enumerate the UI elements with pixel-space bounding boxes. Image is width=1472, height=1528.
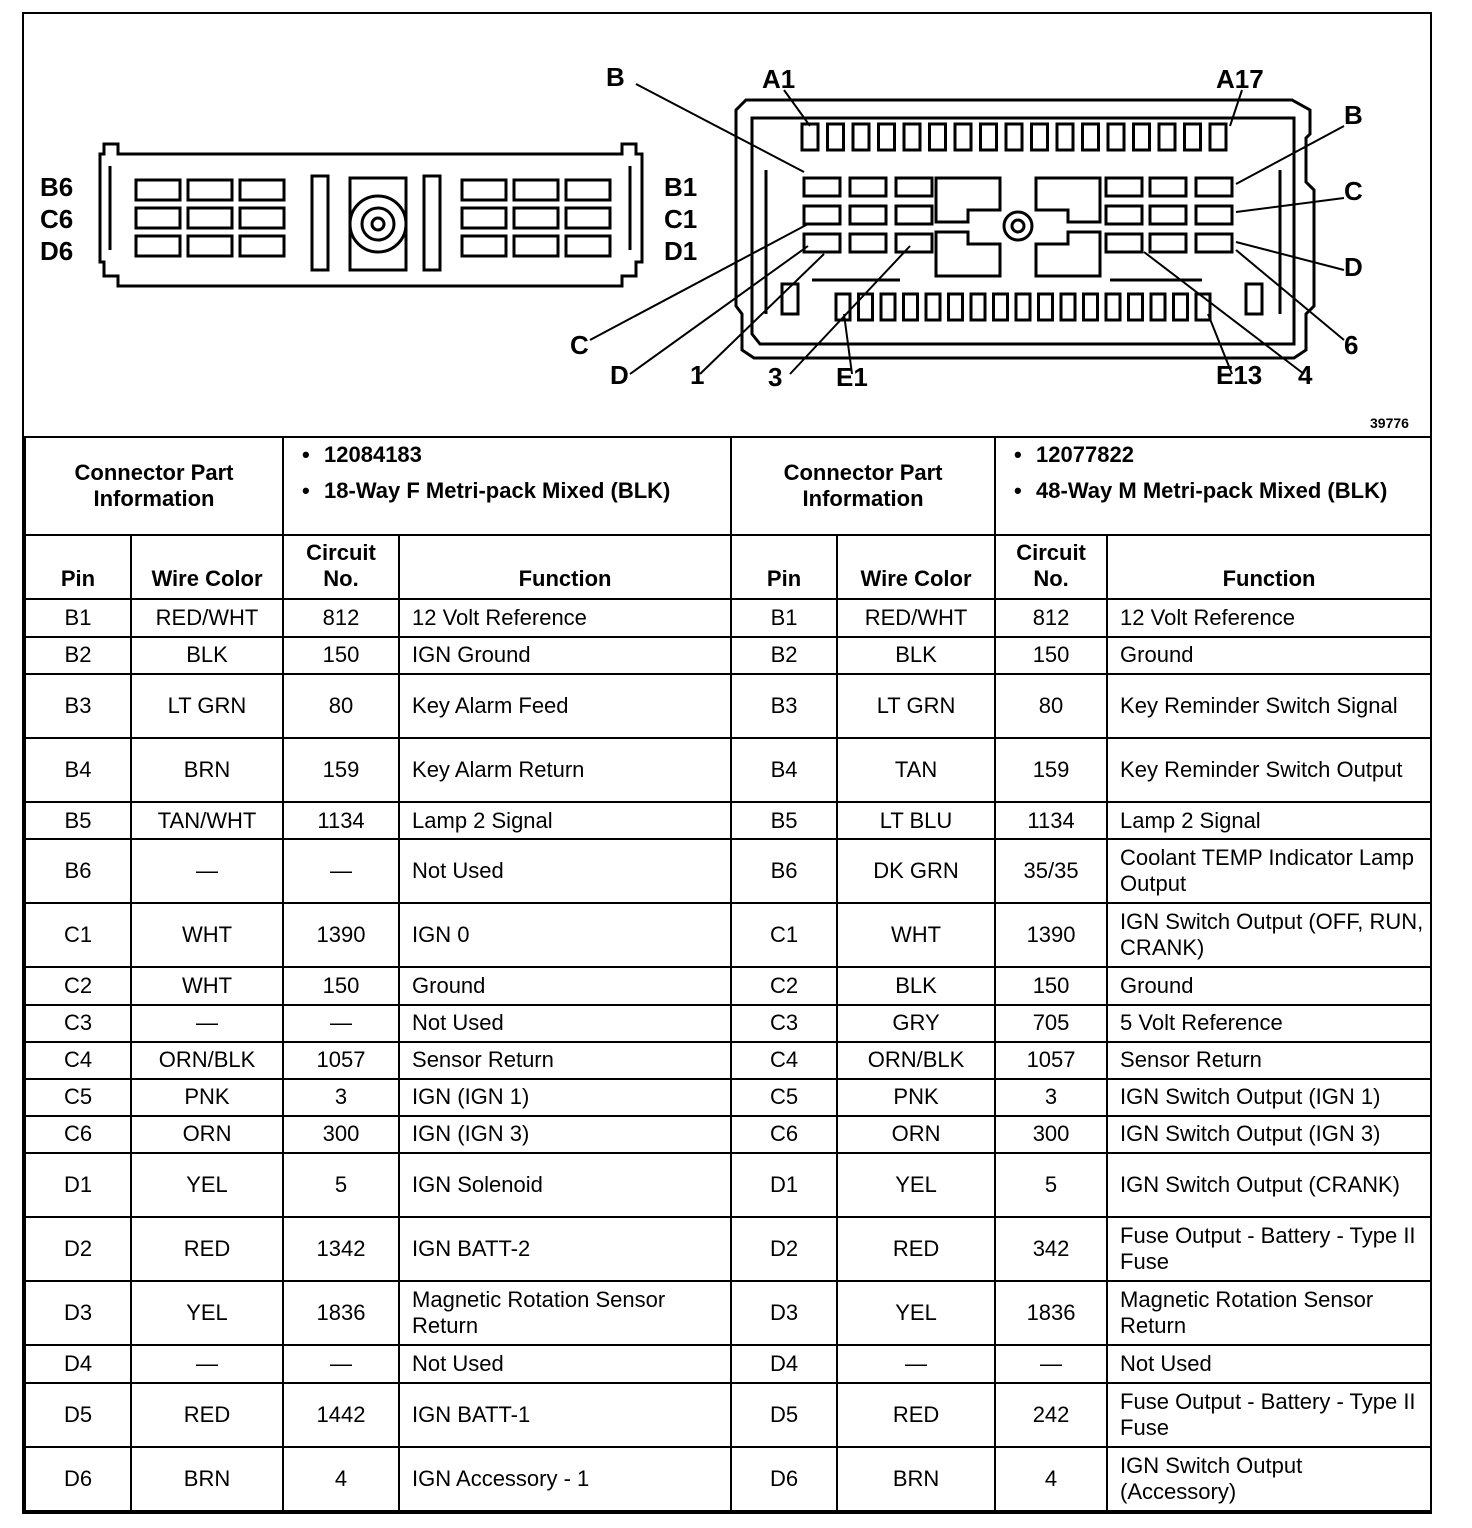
left-function-cell: Lamp 2 Signal <box>399 802 731 839</box>
left-wire-color-cell: YEL <box>131 1153 283 1217</box>
left-wire-color-cell: — <box>131 839 283 903</box>
right-wire-color-cell: RED <box>837 1217 995 1281</box>
left-wire-color-cell: BLK <box>131 637 283 674</box>
left-pin-cell: C5 <box>25 1079 131 1116</box>
label-left-d: D <box>610 360 629 390</box>
label-c1: C1 <box>664 204 698 234</box>
right-pin-cell: C1 <box>731 903 837 967</box>
table-row <box>25 903 1431 967</box>
table-row <box>25 967 1431 1004</box>
left-function-cell: IGN Solenoid <box>399 1153 731 1217</box>
right-wire-color-cell: BLK <box>837 967 995 1004</box>
header-wire-left: Wire Color <box>131 535 283 599</box>
table-row <box>25 1153 1431 1217</box>
label-6: 6 <box>1344 330 1359 360</box>
left-pin-cell: B6 <box>25 839 131 903</box>
left-circuit-cell: 812 <box>283 599 399 636</box>
right-wire-color-cell: RED <box>837 1383 995 1447</box>
right-function-cell: Sensor Return <box>1107 1042 1431 1079</box>
right-pin-cell: B4 <box>731 738 837 802</box>
left-function-cell: IGN BATT-2 <box>399 1217 731 1281</box>
right-circuit-cell: 342 <box>995 1217 1107 1281</box>
right-function-cell: 5 Volt Reference <box>1107 1005 1431 1042</box>
left-wire-color-cell: WHT <box>131 967 283 1004</box>
right-wire-color-cell: TAN <box>837 738 995 802</box>
table-row <box>25 1345 1431 1382</box>
right-wire-color-cell: RED/WHT <box>837 599 995 636</box>
right-circuit-cell: 3 <box>995 1079 1107 1116</box>
left-wire-color-cell: RED <box>131 1217 283 1281</box>
left-pin-cell: D4 <box>25 1345 131 1382</box>
left-wire-color-cell: WHT <box>131 903 283 967</box>
header-pin-right: Pin <box>731 535 837 599</box>
left-wire-color-cell: ORN <box>131 1116 283 1153</box>
left-pin-cell: C1 <box>25 903 131 967</box>
right-circuit-cell: 1134 <box>995 802 1107 839</box>
right-pin-cell: B1 <box>731 599 837 636</box>
left-pin-cell: B1 <box>25 599 131 636</box>
left-pin-cell: C2 <box>25 967 131 1004</box>
right-wire-color-cell: — <box>837 1345 995 1382</box>
right-circuit-cell: 150 <box>995 637 1107 674</box>
label-c6: C6 <box>40 204 74 234</box>
left-pin-cell: D1 <box>25 1153 131 1217</box>
left-circuit-cell: 300 <box>283 1116 399 1153</box>
right-circuit-cell: 300 <box>995 1116 1107 1153</box>
left-circuit-cell: 1134 <box>283 802 399 839</box>
left-function-cell: Not Used <box>399 839 731 903</box>
connector-part-right: • 12077822 • 48-Way M Metri-pack Mixed (BLK) <box>995 437 1431 535</box>
right-pin-cell: C2 <box>731 967 837 1004</box>
table-row <box>25 1383 1431 1447</box>
left-circuit-cell: 1442 <box>283 1383 399 1447</box>
left-wire-color-cell: ORN/BLK <box>131 1042 283 1079</box>
right-function-cell: Coolant TEMP Indicator Lamp Output <box>1107 839 1431 903</box>
left-function-cell: Key Alarm Return <box>399 738 731 802</box>
left-function-cell: 12 Volt Reference <box>399 599 731 636</box>
right-circuit-cell: 812 <box>995 599 1107 636</box>
right-function-cell: Ground <box>1107 637 1431 674</box>
left-circuit-cell: — <box>283 1005 399 1042</box>
left-wire-color-cell: — <box>131 1005 283 1042</box>
right-function-cell: IGN Switch Output (Accessory) <box>1107 1447 1431 1511</box>
table-row <box>25 1281 1431 1345</box>
right-function-cell: Fuse Output - Battery - Type II Fuse <box>1107 1217 1431 1281</box>
table-row <box>25 738 1431 802</box>
label-a1: A1 <box>762 64 796 94</box>
right-wire-color-cell: DK GRN <box>837 839 995 903</box>
left-pin-cell: D3 <box>25 1281 131 1345</box>
label-right-c: C <box>1344 176 1363 206</box>
right-pin-cell: B3 <box>731 674 837 738</box>
left-function-cell: Ground <box>399 967 731 1004</box>
right-pin-cell: D4 <box>731 1345 837 1382</box>
left-pin-cell: B4 <box>25 738 131 802</box>
header-circuit-right: Circuit No. <box>995 535 1107 599</box>
right-function-cell: Fuse Output - Battery - Type II Fuse <box>1107 1383 1431 1447</box>
left-circuit-cell: 5 <box>283 1153 399 1217</box>
right-function-cell: IGN Switch Output (IGN 3) <box>1107 1116 1431 1153</box>
connector-part-left: • 12084183 • 18-Way F Metri-pack Mixed (BLK) <box>283 437 731 535</box>
right-wire-color-cell: GRY <box>837 1005 995 1042</box>
right-pin-cell: D5 <box>731 1383 837 1447</box>
table-row <box>25 1079 1431 1116</box>
left-wire-color-cell: YEL <box>131 1281 283 1345</box>
left-wire-color-cell: RED <box>131 1383 283 1447</box>
right-pin-cell: D2 <box>731 1217 837 1281</box>
left-circuit-cell: 150 <box>283 967 399 1004</box>
connector-info-row <box>25 437 1431 535</box>
left-function-cell: Magnetic Rotation Sensor Return <box>399 1281 731 1345</box>
right-pin-cell: C4 <box>731 1042 837 1079</box>
right-circuit-cell: 705 <box>995 1005 1107 1042</box>
connector-diagram <box>24 14 1430 436</box>
left-wire-color-cell: LT GRN <box>131 674 283 738</box>
left-function-cell: IGN BATT-1 <box>399 1383 731 1447</box>
right-pin-cell: B6 <box>731 839 837 903</box>
left-circuit-cell: — <box>283 1345 399 1382</box>
right-pin-cell: D3 <box>731 1281 837 1345</box>
left-pin-cell: C3 <box>25 1005 131 1042</box>
header-pin-left: Pin <box>25 535 131 599</box>
left-circuit-cell: 1057 <box>283 1042 399 1079</box>
left-pin-cell: C4 <box>25 1042 131 1079</box>
right-circuit-cell: 5 <box>995 1153 1107 1217</box>
right-circuit-cell: 1390 <box>995 903 1107 967</box>
right-circuit-cell: 159 <box>995 738 1107 802</box>
left-wire-color-cell: PNK <box>131 1079 283 1116</box>
left-wire-color-cell: TAN/WHT <box>131 802 283 839</box>
table-body <box>25 599 1431 1511</box>
table-row <box>25 637 1431 674</box>
left-wire-color-cell: — <box>131 1345 283 1382</box>
table-row <box>25 839 1431 903</box>
table-header-row <box>25 535 1431 599</box>
label-b1: B1 <box>664 172 698 202</box>
right-pin-cell: C3 <box>731 1005 837 1042</box>
left-wire-color-cell: RED/WHT <box>131 599 283 636</box>
table-row <box>25 1217 1431 1281</box>
right-wire-color-cell: LT BLU <box>837 802 995 839</box>
right-wire-color-cell: WHT <box>837 903 995 967</box>
table-row <box>25 1116 1431 1153</box>
label-right-b: B <box>1344 100 1363 130</box>
right-pin-cell: C5 <box>731 1079 837 1116</box>
table-row <box>25 599 1431 636</box>
right-pin-cell: D1 <box>731 1153 837 1217</box>
left-pin-cell: D6 <box>25 1447 131 1511</box>
left-function-cell: IGN Accessory - 1 <box>399 1447 731 1511</box>
left-pin-cell: B5 <box>25 802 131 839</box>
left-function-cell: Key Alarm Feed <box>399 674 731 738</box>
left-pin-cell: B3 <box>25 674 131 738</box>
connector-sheet <box>22 12 1432 1514</box>
diagram-labels <box>24 14 1430 436</box>
left-function-cell: Not Used <box>399 1005 731 1042</box>
part-number-left: 12084183 <box>324 442 422 467</box>
right-circuit-cell: 150 <box>995 967 1107 1004</box>
left-circuit-cell: 1836 <box>283 1281 399 1345</box>
right-circuit-cell: — <box>995 1345 1107 1382</box>
label-d6: D6 <box>40 236 74 266</box>
right-wire-color-cell: YEL <box>837 1281 995 1345</box>
pinout-table <box>24 436 1432 1512</box>
left-function-cell: IGN (IGN 3) <box>399 1116 731 1153</box>
left-function-cell: IGN 0 <box>399 903 731 967</box>
table-row <box>25 1005 1431 1042</box>
left-circuit-cell: 80 <box>283 674 399 738</box>
right-function-cell: Key Reminder Switch Signal <box>1107 674 1431 738</box>
label-left-c: C <box>570 330 589 360</box>
part-description-right: 48-Way M Metri-pack Mixed (BLK) <box>1036 478 1388 503</box>
left-circuit-cell: 150 <box>283 637 399 674</box>
right-function-cell: IGN Switch Output (OFF, RUN, CRANK) <box>1107 903 1431 967</box>
label-right-d: D <box>1344 252 1363 282</box>
left-function-cell: Sensor Return <box>399 1042 731 1079</box>
table-row <box>25 674 1431 738</box>
table-row <box>25 1042 1431 1079</box>
right-circuit-cell: 1057 <box>995 1042 1107 1079</box>
right-circuit-cell: 4 <box>995 1447 1107 1511</box>
right-circuit-cell: 80 <box>995 674 1107 738</box>
right-function-cell: IGN Switch Output (IGN 1) <box>1107 1079 1431 1116</box>
right-wire-color-cell: YEL <box>837 1153 995 1217</box>
label-1: 1 <box>690 360 705 390</box>
right-pin-cell: B2 <box>731 637 837 674</box>
label-left-b: B <box>606 62 625 92</box>
left-function-cell: IGN Ground <box>399 637 731 674</box>
left-pin-cell: C6 <box>25 1116 131 1153</box>
header-circuit-left: Circuit No. <box>283 535 399 599</box>
label-e1: E1 <box>836 362 868 392</box>
figure-id: 39776 <box>1370 415 1409 431</box>
label-e13: E13 <box>1216 360 1263 390</box>
right-function-cell: Ground <box>1107 967 1431 1004</box>
part-number-right: 12077822 <box>1036 442 1134 467</box>
left-function-cell: IGN (IGN 1) <box>399 1079 731 1116</box>
left-function-cell: Not Used <box>399 1345 731 1382</box>
right-circuit-cell: 35/35 <box>995 839 1107 903</box>
right-wire-color-cell: LT GRN <box>837 674 995 738</box>
left-pin-cell: D2 <box>25 1217 131 1281</box>
right-wire-color-cell: PNK <box>837 1079 995 1116</box>
left-circuit-cell: — <box>283 839 399 903</box>
part-description-left: 18-Way F Metri-pack Mixed (BLK) <box>324 478 671 503</box>
left-pin-cell: D5 <box>25 1383 131 1447</box>
label-4: 4 <box>1298 360 1313 390</box>
label-b6: B6 <box>40 172 74 202</box>
right-function-cell: Not Used <box>1107 1345 1431 1382</box>
header-function-left: Function <box>399 535 731 599</box>
left-circuit-cell: 1342 <box>283 1217 399 1281</box>
right-wire-color-cell: ORN <box>837 1116 995 1153</box>
left-circuit-cell: 159 <box>283 738 399 802</box>
right-function-cell: Key Reminder Switch Output <box>1107 738 1431 802</box>
left-circuit-cell: 1390 <box>283 903 399 967</box>
right-circuit-cell: 1836 <box>995 1281 1107 1345</box>
label-d1: D1 <box>664 236 698 266</box>
left-circuit-cell: 3 <box>283 1079 399 1116</box>
label-a17: A17 <box>1216 64 1264 94</box>
right-function-cell: Lamp 2 Signal <box>1107 802 1431 839</box>
connector-info-label-right: Connector Part Information <box>731 437 995 535</box>
left-wire-color-cell: BRN <box>131 738 283 802</box>
table-row <box>25 1447 1431 1511</box>
right-circuit-cell: 242 <box>995 1383 1107 1447</box>
right-wire-color-cell: BLK <box>837 637 995 674</box>
right-wire-color-cell: BRN <box>837 1447 995 1511</box>
right-function-cell: Magnetic Rotation Sensor Return <box>1107 1281 1431 1345</box>
left-circuit-cell: 4 <box>283 1447 399 1511</box>
right-wire-color-cell: ORN/BLK <box>837 1042 995 1079</box>
label-3: 3 <box>768 362 783 392</box>
header-wire-right: Wire Color <box>837 535 995 599</box>
table-row <box>25 802 1431 839</box>
header-function-right: Function <box>1107 535 1431 599</box>
right-pin-cell: D6 <box>731 1447 837 1511</box>
left-pin-cell: B2 <box>25 637 131 674</box>
left-wire-color-cell: BRN <box>131 1447 283 1511</box>
right-function-cell: IGN Switch Output (CRANK) <box>1107 1153 1431 1217</box>
right-pin-cell: B5 <box>731 802 837 839</box>
right-function-cell: 12 Volt Reference <box>1107 599 1431 636</box>
right-pin-cell: C6 <box>731 1116 837 1153</box>
connector-info-label-left: Connector Part Information <box>25 437 283 535</box>
